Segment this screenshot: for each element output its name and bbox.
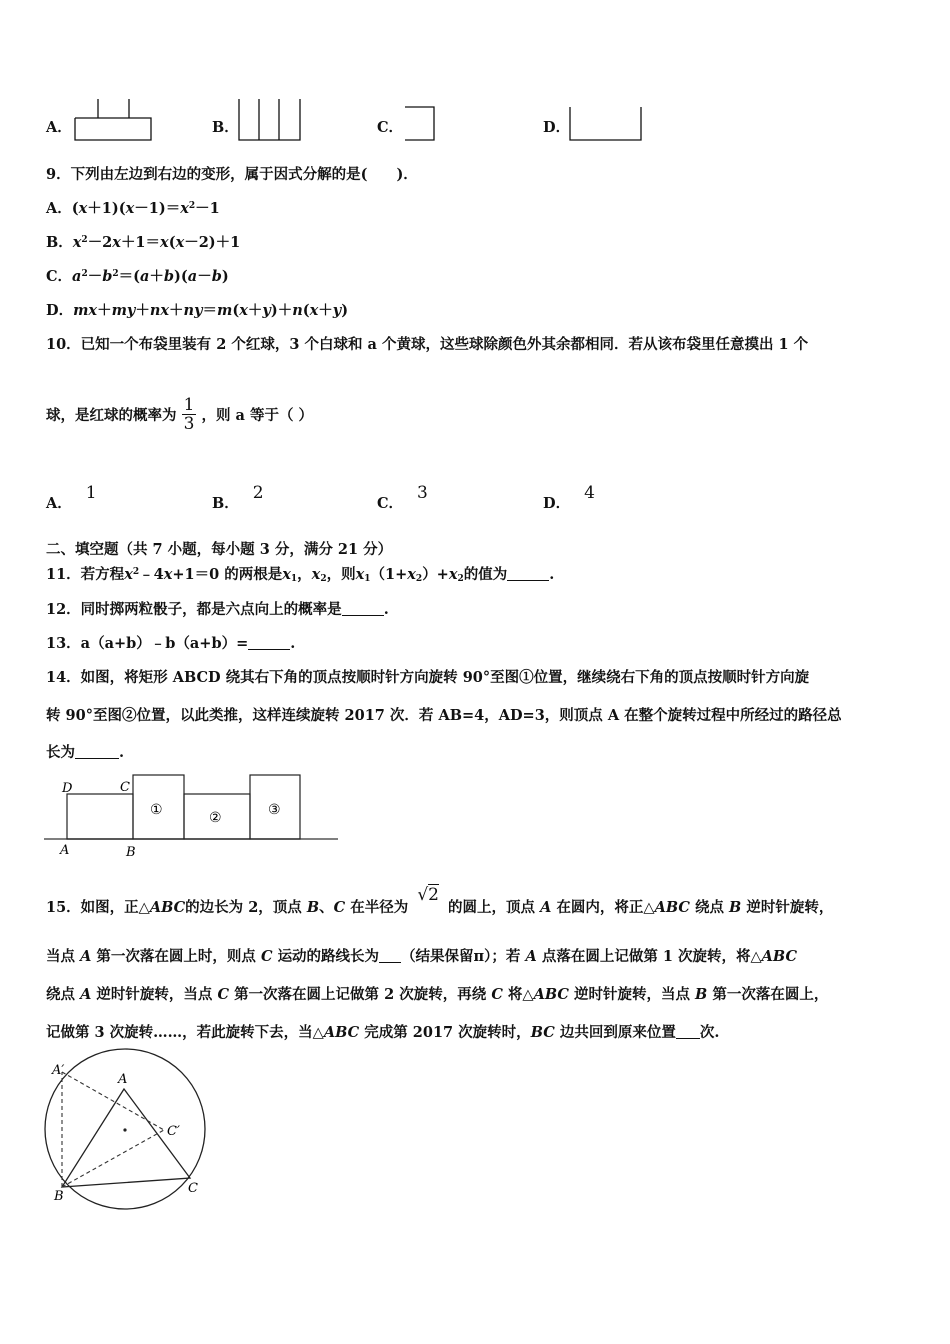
sqrt-value: 2	[428, 885, 439, 905]
q15-text-2e: 点落在圆上记做第 1 次旋转，将△	[541, 948, 762, 965]
q15-text-2c: 运动的路线长为	[277, 948, 380, 965]
q9-option-b-label: B．	[46, 234, 73, 251]
q15-text-2b: 第一次落在圆上时，则点	[96, 948, 256, 965]
label-c: C	[120, 780, 130, 795]
q15-text-1g: 逆时针旋转，	[746, 899, 834, 916]
q10-option-b-value: 2	[252, 483, 264, 503]
q15-line2: 当点 A 第一次落在圆上时，则点 C 运动的路线长为 （结果保留π）；若 A 点落在圆上记做第 1 次旋转，将△ABC	[46, 948, 797, 965]
section2-title: 二、填空题（共 7 小题，每小题 3 分，满分 21 分）	[46, 541, 393, 558]
q11: 11．若方程$x^2﹣4x+1=0$ 的两根是$x_1$，$x_2$，则$x_1(1+x_2)+x_2$的值为 .	[46, 566, 555, 584]
q15-text-1e: 在圆内，将正△	[556, 899, 655, 916]
fraction-denominator: 3	[183, 414, 195, 434]
q10-probability-fraction	[182, 396, 197, 433]
q8-option-c-figure	[404, 106, 438, 142]
q15-text-4a: 记做第 3 次旋转……，若此旋转下去，当△	[46, 1024, 324, 1041]
q8-option-c-label: C．	[377, 119, 404, 136]
dashed-a-prime-c-prime	[62, 1072, 164, 1130]
q15-text-4b: 完成第 2017 次旋转时，	[364, 1024, 531, 1041]
q14-answer-blank	[75, 744, 119, 759]
q14-line3: 长为 .	[46, 744, 125, 761]
q10-option-c	[377, 483, 428, 513]
q15-text-2d: （结果保留π）；若	[401, 948, 521, 965]
q9-option-c-label: C．	[46, 268, 73, 285]
label-circle-3: ③	[268, 802, 281, 818]
q11-end: 的值为	[463, 566, 508, 583]
q15-answer-blank-1	[379, 948, 401, 963]
q10-option-d-label: D．	[543, 495, 571, 512]
q15-text-3a: 绕点	[46, 986, 75, 1003]
dashed-bc-prime	[62, 1130, 164, 1187]
q15-text-3e: 逆时针旋转，当点	[573, 986, 690, 1003]
q15-text-3f: 第一次落在圆上，	[712, 986, 829, 1003]
q11-then: ，则	[326, 566, 356, 583]
rectangle-abcd	[67, 794, 133, 839]
q15-text-1f: 绕点	[694, 899, 724, 916]
q10-option-a	[46, 483, 97, 513]
label-a-prime: A′	[52, 1063, 65, 1078]
q10-option-a-label: A．	[46, 495, 72, 512]
q10-line2-before: 球，是红球的概率为	[46, 407, 177, 424]
q15-text-1a: 15．如图，正△	[46, 899, 150, 916]
q15-line1: 15．如图，正△ABC的边长为 2，顶点 B、C 在半径为 √2 的圆上，顶点 A 在圆内，将正△ABC 绕点 B 逆时针旋转，	[46, 885, 834, 916]
q8-option-d-figure	[569, 106, 645, 142]
label-a: A	[60, 843, 70, 858]
q10-option-c-label: C．	[377, 495, 404, 512]
label-c: C	[188, 1181, 198, 1196]
q13-answer-blank	[248, 635, 290, 650]
q15-line4: 记做第 3 次旋转……，若此旋转下去，当△ABC 完成第 2017 次旋转时，BC 边共回到原来位置 次.	[46, 1024, 720, 1041]
q9-option-b: B．$x^2-2x+1=x(x-2)+1$	[46, 234, 241, 251]
q12-answer-blank	[342, 601, 384, 616]
q12: 12．同时掷两粒骰子，都是六点向上的概率是 .	[46, 601, 389, 618]
label-c-prime: C′	[167, 1124, 180, 1139]
q8-option-d-label: D．	[543, 119, 571, 136]
q14-line2: 转 90°至图②位置，以此类推，这样连续旋转 2017 次．若 AB=4，AD=3，则顶点 A 在整个旋转过程中所经过的路径总	[46, 707, 842, 724]
q13-text: 13．a（a+b）﹣b（a+b）=	[46, 635, 249, 652]
q15-answer-blank-2	[676, 1024, 700, 1039]
q13: 13．a（a+b）﹣b（a+b）= .	[46, 635, 296, 652]
label-b: B	[54, 1189, 64, 1204]
q9-option-d-label: D．	[46, 302, 74, 319]
q10-option-c-value: 3	[417, 483, 428, 503]
q15-text-1c: 在半径为	[350, 899, 409, 916]
q9-option-d: D．mx＋my＋nx＋ny＝m(x＋y)＋n(x＋y)	[46, 302, 349, 319]
q15-text-3b: 逆时针旋转，当点	[96, 986, 213, 1003]
q11-answer-blank	[507, 566, 549, 581]
q11-prefix: 11．若方程	[46, 566, 125, 583]
q9-option-a: A．$(x+1)(x-1)=x^2-1$	[46, 200, 220, 217]
q9-option-a-label: A．	[46, 200, 72, 217]
q10-option-d-value: 4	[584, 483, 595, 503]
q15-text-1b: 的边长为 2，顶点	[185, 899, 302, 916]
q8-option-a-label: A．	[46, 119, 72, 136]
label-circle-1: ①	[150, 802, 163, 818]
q10-option-d	[543, 483, 595, 513]
label-a: A	[118, 1072, 128, 1087]
q14-rotation-figure	[44, 770, 340, 862]
q10-line2-after: ，则 a 等于（ ）	[201, 407, 313, 424]
q15-text-3d: 将△	[507, 986, 534, 1003]
fraction-numerator: 1	[183, 395, 195, 415]
q9-stem: 9．下列由左边到右边的变形，属于因式分解的是( )．	[46, 166, 418, 183]
q14-line3-text: 长为	[46, 744, 75, 761]
q8-option-a-figure	[74, 98, 154, 142]
label-circle-2: ②	[209, 810, 222, 826]
circle-center-dot	[123, 1128, 126, 1131]
q9-option-c: C．$a^2-b^2=(a+b)(a-b)$	[46, 268, 229, 285]
q10-option-b	[212, 483, 264, 513]
q12-text: 12．同时掷两粒骰子，都是六点向上的概率是	[46, 601, 342, 618]
q8-option-b-label: B．	[212, 119, 239, 136]
q15-text-1d: 的圆上，顶点	[448, 899, 536, 916]
label-d: D	[62, 781, 73, 796]
q8-option-b-figure	[238, 98, 304, 142]
q15-circle-figure	[40, 1060, 220, 1210]
q15-text-4c: 边共回到原来位置	[559, 1024, 676, 1041]
q15-text-3c: 第一次落在圆上记做第 2 次旋转，再绕	[234, 986, 487, 1003]
q15-line3: 绕点 A 逆时针旋转，当点 C 第一次落在圆上记做第 2 次旋转，再绕 C 将△ABC 逆时针旋转，当点 B 第一次落在圆上，	[46, 986, 829, 1003]
q10-option-a-value: 1	[85, 483, 97, 503]
label-b: B	[126, 845, 136, 860]
q14-line1: 14．如图，将矩形 ABCD 绕其右下角的顶点按顺时针方向旋转 90°至图①位置，继续绕右下角的顶点按顺时针方向旋	[46, 669, 810, 686]
q10-option-b-label: B．	[212, 495, 239, 512]
q15-text-4d: 次.	[699, 1024, 720, 1041]
q10-line1: 10．已知一个布袋里装有 2 个红球，3 个白球和 a 个黄球，这些球除颜色外其余都相同．若从该布袋里任意摸出 1 个	[46, 336, 809, 353]
q15-text-2a: 当点	[46, 948, 75, 965]
q11-mid: 的两根是	[224, 566, 283, 583]
q10-line2	[46, 396, 313, 433]
q15-sqrt-radius: √2	[417, 885, 439, 905]
